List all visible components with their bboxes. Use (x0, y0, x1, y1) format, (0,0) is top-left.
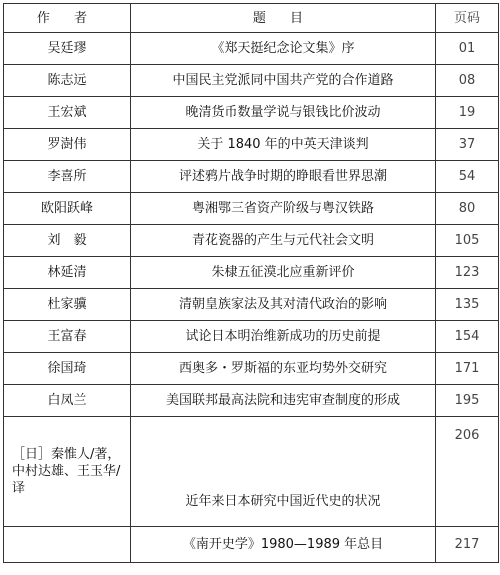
table-row (4, 161, 499, 193)
title-cell: 朱棣五征漠北应重新评价 (131, 257, 436, 289)
contents-table (3, 3, 499, 563)
author-line: ［日］秦惟人/著， (12, 447, 121, 462)
title-cell: 评述鸦片战争时期的睁眼看世界思潮 (131, 161, 436, 193)
author-cell: 林延清 (4, 257, 131, 289)
title-cell: 美国联邦最高法院和违宪审查制度的形成 (131, 385, 436, 417)
author-cell (4, 417, 131, 527)
page-cell: 08 (436, 65, 499, 97)
page-cell: 206 (436, 417, 499, 527)
author-cell: 杜家骥 (4, 289, 131, 321)
title-cell: 中国民主党派同中国共产党的合作道路 (131, 65, 436, 97)
table-row (4, 33, 499, 65)
author-cell: 陈志远 (4, 65, 131, 97)
author-cell: 白凤兰 (4, 385, 131, 417)
table-row (4, 289, 499, 321)
page-cell: 105 (436, 225, 499, 257)
page-cell: 123 (436, 257, 499, 289)
author-cell: 徐国琦 (4, 353, 131, 385)
table-row (4, 225, 499, 257)
table-row (4, 321, 499, 353)
author-line: 中村达雄、王玉华/ (12, 464, 121, 479)
title-cell: 粤湘鄂三省资产阶级与粤汉铁路 (131, 193, 436, 225)
author-cell: 欧阳跃峰 (4, 193, 131, 225)
page-cell: 154 (436, 321, 499, 353)
table-row-multiline (4, 417, 499, 527)
page-cell: 54 (436, 161, 499, 193)
title-column-header: 题 目 (131, 4, 436, 33)
table-row (4, 385, 499, 417)
page-cell: 01 (436, 33, 499, 65)
table-row (4, 527, 499, 563)
page-cell: 19 (436, 97, 499, 129)
table-row (4, 193, 499, 225)
page-cell: 135 (436, 289, 499, 321)
page-cell: 171 (436, 353, 499, 385)
title-cell: 晚清货币数量学说与银钱比价波动 (131, 97, 436, 129)
title-cell: 《南开史学》1980—1989 年总目 (131, 527, 436, 563)
author-column-header: 作 者 (4, 4, 131, 33)
table-row (4, 257, 499, 289)
title-cell: 清朝皇族家法及其对清代政治的影响 (131, 289, 436, 321)
title-cell: 近年来日本研究中国近代史的状况 (131, 417, 436, 527)
table-row (4, 129, 499, 161)
author-cell: 王宏斌 (4, 97, 131, 129)
page-cell: 217 (436, 527, 499, 563)
table-row (4, 65, 499, 97)
title-cell: 试论日本明治维新成功的历史前提 (131, 321, 436, 353)
author-cell: 王富春 (4, 321, 131, 353)
table-row (4, 353, 499, 385)
author-cell: 罗澍伟 (4, 129, 131, 161)
header-row (4, 4, 499, 33)
author-cell: 李喜所 (4, 161, 131, 193)
author-line: 译 (12, 481, 26, 496)
title-cell: 《郑天挺纪念论文集》序 (131, 33, 436, 65)
title-cell: 关于 1840 年的中英天津谈判 (131, 129, 436, 161)
page-cell: 80 (436, 193, 499, 225)
title-cell: 青花瓷器的产生与元代社会文明 (131, 225, 436, 257)
author-cell (4, 527, 131, 563)
page-cell: 195 (436, 385, 499, 417)
author-cell: 吴廷璆 (4, 33, 131, 65)
page-cell: 37 (436, 129, 499, 161)
title-cell: 西奥多・罗斯福的东亚均势外交研究 (131, 353, 436, 385)
author-cell: 刘 毅 (4, 225, 131, 257)
table-row (4, 97, 499, 129)
page-column-header: 页码 (436, 4, 499, 33)
